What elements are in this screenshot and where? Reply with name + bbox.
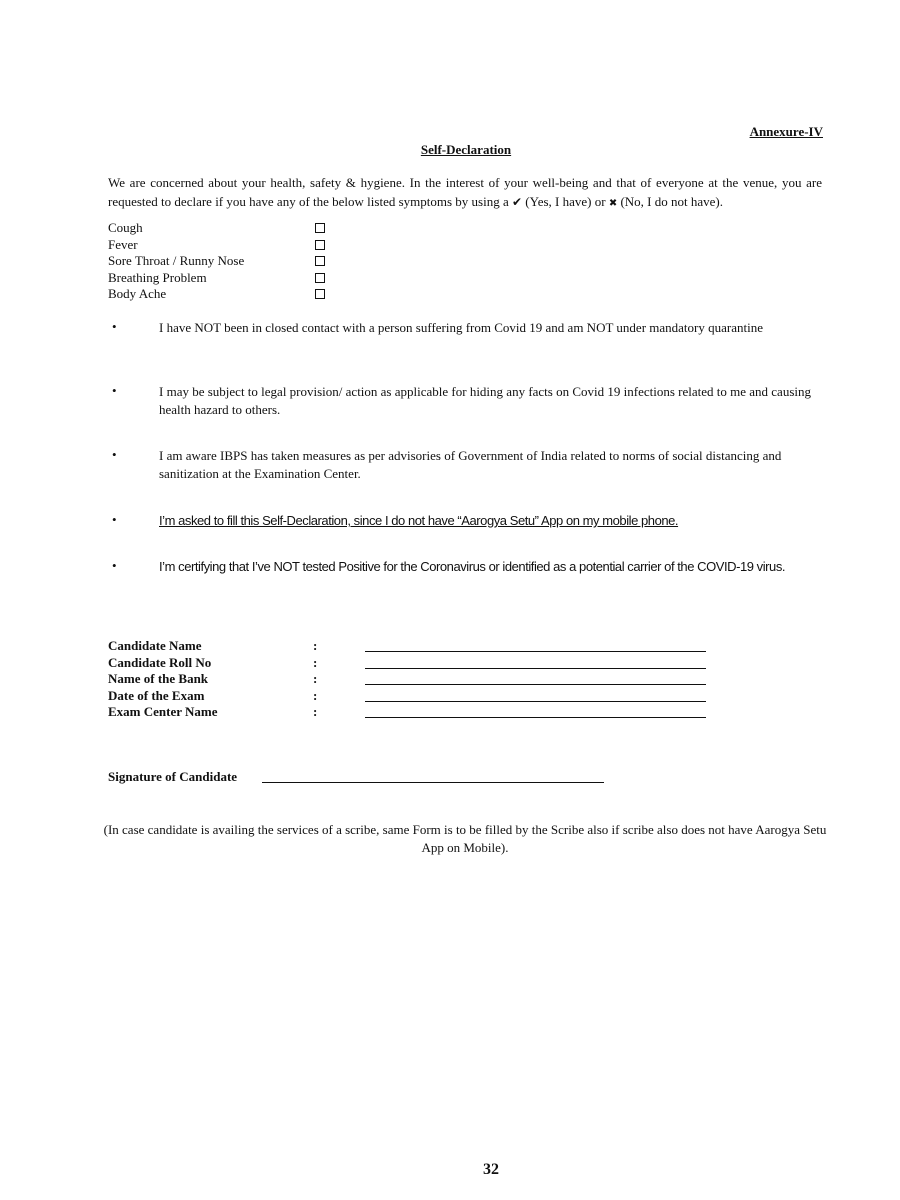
candidate-details xyxy=(108,638,718,721)
check-icon: ✔ xyxy=(511,195,523,209)
symptom-label: Body Ache xyxy=(108,286,167,301)
bullet-symbol: • xyxy=(112,319,117,334)
field-row xyxy=(108,638,718,655)
field-row xyxy=(108,688,718,705)
field-label: Date of the Exam xyxy=(108,687,205,703)
symptom-checkbox[interactable] xyxy=(315,273,325,283)
intro-no-text: (No, I do not have). xyxy=(620,194,723,209)
annexure-label: Annexure-IV xyxy=(749,124,823,139)
symptom-label: Sore Throat / Runny Nose xyxy=(108,253,245,268)
bullet-symbol: • xyxy=(112,512,117,527)
field-colon: : xyxy=(313,704,318,719)
signature-label: Signature of Candidate xyxy=(108,769,238,784)
bank-name-field[interactable] xyxy=(365,684,706,685)
bullet-symbol: • xyxy=(112,558,117,573)
field-colon: : xyxy=(313,638,318,653)
symptom-checkbox[interactable] xyxy=(315,289,325,299)
field-row xyxy=(108,671,718,688)
symptom-checkbox[interactable] xyxy=(315,240,325,250)
symptom-item xyxy=(108,220,348,237)
intro-paragraph xyxy=(108,173,822,213)
symptom-item xyxy=(108,270,348,287)
symptom-item xyxy=(108,286,348,303)
exam-date-field[interactable] xyxy=(365,701,706,702)
field-label: Candidate Roll No xyxy=(108,654,212,670)
symptom-checkbox[interactable] xyxy=(315,256,325,266)
declaration-item: I am aware IBPS has taken measures as per advisories of Government of India related to norms of social distancing and sanitization at the Examination Center. xyxy=(159,448,782,481)
page-number: 32 xyxy=(483,1161,499,1178)
symptom-label: Fever xyxy=(108,236,138,252)
field-label: Exam Center Name xyxy=(108,704,218,719)
symptom-item xyxy=(108,237,348,254)
cross-icon: ✖ xyxy=(608,198,618,209)
scribe-note: (In case candidate is availing the services of a scribe, same Form is to be filled by the Scribe also if scribe also does not have Aarogya Setu App on Mobile). xyxy=(103,822,827,855)
symptom-list xyxy=(108,220,348,303)
signature-field[interactable] xyxy=(262,782,604,783)
symptom-label: Cough xyxy=(108,220,143,235)
field-row xyxy=(108,704,718,721)
page-title: Self-Declaration xyxy=(420,142,512,157)
symptom-label: Breathing Problem xyxy=(108,269,207,285)
bullet-symbol: • xyxy=(112,383,117,398)
exam-center-field[interactable] xyxy=(365,717,706,718)
declaration-item: I may be subject to legal provision/ action as applicable for hiding any facts on Covid 19 infections related to me and causing health hazard to others. xyxy=(159,384,811,417)
symptom-item xyxy=(108,253,348,270)
field-row xyxy=(108,655,718,672)
intro-text: We are concerned about your health, safety & hygiene. In the interest of your well-being and that of everyone at the venue, you are requested to declare if you have any of the below listed symptoms by using a xyxy=(108,175,822,209)
symptom-checkbox[interactable] xyxy=(315,223,325,233)
declaration-item: I’m asked to fill this Self-Declaration, since I do not have “Aarogya Setu” App on my mobile phone. xyxy=(159,513,679,528)
roll-no-field[interactable] xyxy=(365,668,706,669)
field-colon: : xyxy=(313,654,318,670)
intro-yes-text: (Yes, I have) or xyxy=(525,194,606,209)
candidate-name-field[interactable] xyxy=(365,651,706,652)
bullet-symbol: • xyxy=(112,447,117,462)
declaration-item: I’m certifying that I’ve NOT tested Positive for the Coronavirus or identified as a potential carrier of the COVID-19 virus. xyxy=(159,559,786,574)
field-label: Candidate Name xyxy=(108,638,202,653)
field-colon: : xyxy=(313,687,318,703)
field-colon: : xyxy=(313,671,318,686)
field-label: Name of the Bank xyxy=(108,671,209,686)
declaration-item: I have NOT been in closed contact with a person suffering from Covid 19 and am NOT under mandatory quarantine xyxy=(159,320,763,335)
